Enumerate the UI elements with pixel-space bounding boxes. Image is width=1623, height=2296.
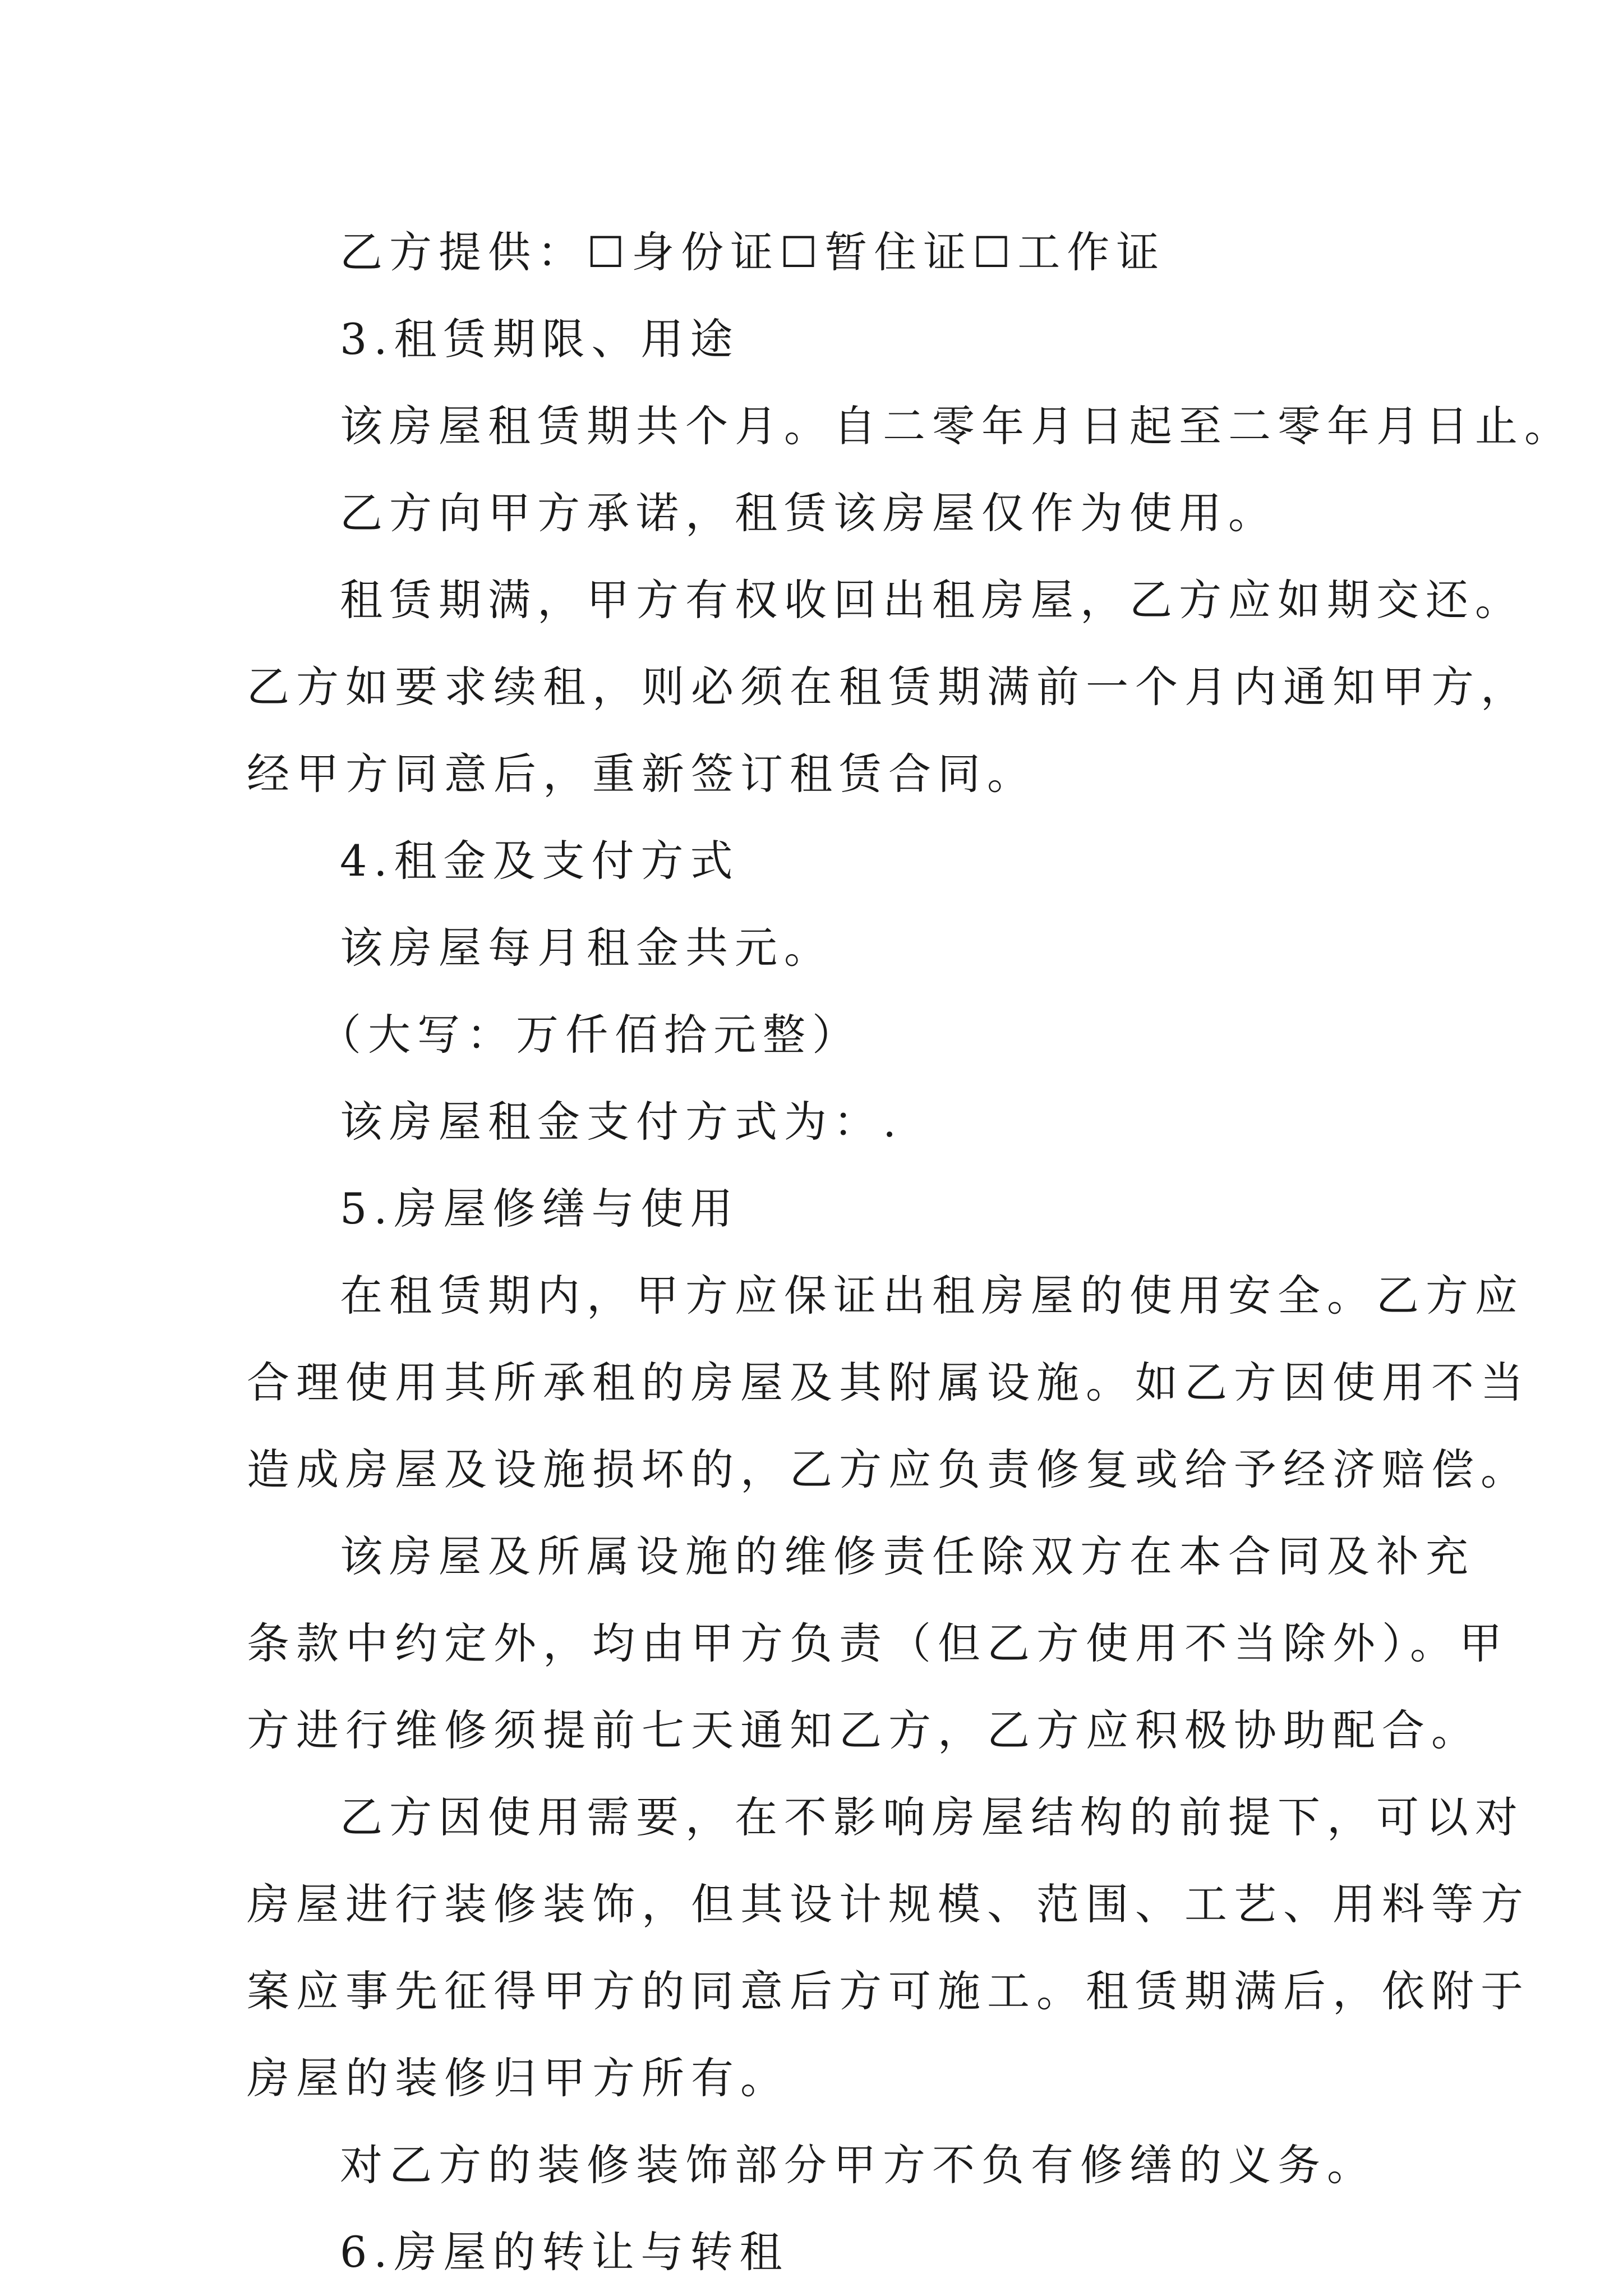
- section-heading-transfer-sublease: 6.房屋的转让与转租: [340, 2227, 789, 2277]
- text-line-decoration-approval: 案应事先征得甲方的同意后方可施工。租赁期满后，依附于: [247, 1966, 1530, 2016]
- text-line-decoration-ownership: 房屋的装修归甲方所有。: [247, 2053, 790, 2103]
- section-heading-rent-payment: 4.租金及支付方式: [340, 836, 740, 886]
- text-line-usage-promise: 乙方向甲方承诺，租赁该房屋仅作为使用。: [340, 488, 1278, 538]
- text-line-lease-period: 该房屋租赁期共个月。自二零年月日起至二零年月日止。: [340, 401, 1574, 451]
- text-line-renewal-cont: 经甲方同意后，重新签订租赁合同。: [247, 749, 1036, 799]
- text-line-proper-use: 合理使用其所承租的房屋及其附属设施。如乙方因使用不当: [247, 1358, 1530, 1407]
- text-line-monthly-rent: 该房屋每月租金共元。: [340, 923, 833, 973]
- text-line-id-documents: 乙方提供：☐身份证☐暂住证☐工作证: [340, 227, 1166, 277]
- text-line-lease-expiry: 租赁期满，甲方有权收回出租房屋，乙方应如期交还。: [340, 575, 1524, 625]
- text-line-maintenance-cont: 条款中约定外，均由甲方负责（但乙方使用不当除外）。甲: [247, 1618, 1509, 1668]
- text-line-rent-uppercase: （大写：万仟佰拾元整）: [319, 1010, 861, 1060]
- text-line-no-repair-duty: 对乙方的装修装饰部分甲方不负有修缮的义务。: [340, 2140, 1376, 2190]
- text-line-renewal: 乙方如要求续租，则必须在租赁期满前一个月内通知甲方，: [247, 662, 1530, 712]
- section-heading-repair-use: 5.房屋修缮与使用: [340, 1184, 740, 1234]
- text-line-safety: 在租赁期内，甲方应保证出租房屋的使用安全。乙方应: [340, 1271, 1524, 1320]
- text-line-repair-notice: 方进行维修须提前七天通知乙方，乙方应积极协助配合。: [247, 1705, 1481, 1755]
- text-line-decoration-cont: 房屋进行装修装饰，但其设计规模、范围、工艺、用料等方: [247, 1879, 1530, 1929]
- section-heading-lease-term: 3.租赁期限、用途: [340, 314, 740, 364]
- text-line-decoration: 乙方因使用需要，在不影响房屋结构的前提下，可以对: [340, 1792, 1524, 1842]
- text-line-maintenance: 该房屋及所属设施的维修责任除双方在本合同及补充: [340, 1531, 1475, 1581]
- text-line-payment-method: 该房屋租金支付方式为：.: [340, 1097, 903, 1147]
- document-body: [247, 209, 1574, 2295]
- text-line-compensation: 造成房屋及设施损坏的，乙方应负责修复或给予经济赔偿。: [247, 1444, 1530, 1494]
